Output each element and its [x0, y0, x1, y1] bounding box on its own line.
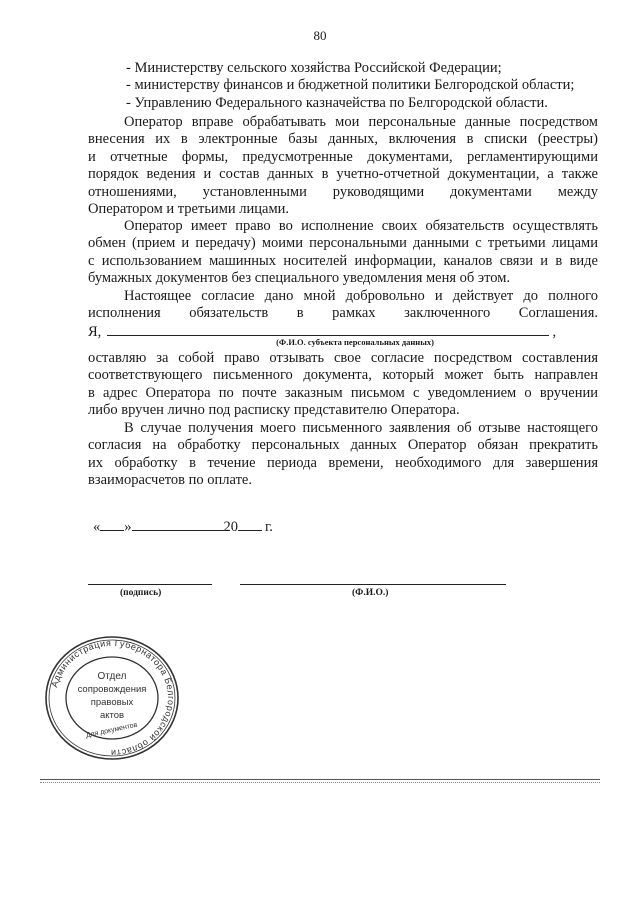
paragraph-termination — [88, 420, 598, 490]
stamp-line: сопровождения — [77, 684, 147, 695]
date-day-blank[interactable] — [100, 518, 124, 531]
page-number: 80 — [313, 28, 327, 43]
text-line: с использованием машинных носителей информации, каналов связи и в виде — [88, 252, 598, 269]
stamp-line: правовых — [90, 697, 134, 708]
list-item: - Министерству сельского хозяйства Российской Федерации; — [126, 60, 502, 76]
fio-blank[interactable] — [107, 323, 549, 336]
text-line: порядок ведения и состав данных в учетно-отчетной документации, а также — [88, 166, 598, 183]
text-line: оставляю за собой право отзывать свое согласие посредством составления — [88, 350, 598, 366]
recipient-list — [88, 60, 598, 112]
stamp-line: Отдел — [97, 671, 127, 682]
name-blank[interactable] — [240, 584, 506, 585]
signature-blank[interactable] — [88, 584, 212, 585]
text-line: взаиморасчетов по оплате. — [88, 472, 252, 489]
text-line: в адрес Оператора по почте заказным письмом с уведомлением о вручении — [88, 384, 598, 401]
fio-caption: (Ф.И.О. субъекта персональных данных) — [276, 337, 434, 347]
stamp-ring-text: Администрация Губернатора Белгородской области — [49, 637, 177, 759]
text-line: бумажных документов без специального уведомления меня об этом. — [88, 270, 511, 287]
list-item: - министерству финансов и бюджетной политики Белгородской области; — [126, 77, 575, 94]
paragraph-processing — [88, 114, 598, 218]
text-line: В случае получения моего письменного заявления об отзыве настоящего — [124, 420, 598, 436]
fio-suffix: , — [552, 324, 557, 340]
text-line: Настоящее согласие дано мной добровольно и действует до полного — [124, 288, 598, 304]
text-line: и отчетные формы, предусмотренные документами, регламентирующими — [88, 148, 598, 165]
text-line: Оператор вправе обрабатывать мои персональные данные посредством — [124, 114, 598, 130]
date-year-blank[interactable] — [238, 518, 262, 531]
text-line: Оператором и третьими лицами. — [88, 201, 290, 218]
text-line: либо вручен лично под расписку представителю Оператора. — [88, 402, 460, 419]
text-line: их обработку в течение периода времени, необходимого для завершения — [88, 454, 598, 471]
text-line: отношениями, установленными руководящими документами между — [88, 183, 598, 200]
date-open-quote: « — [93, 519, 101, 535]
paragraph-revoke — [88, 350, 598, 420]
date-year-prefix: 20 — [223, 519, 238, 535]
date-year-suffix: г. — [265, 519, 273, 535]
date-month-blank[interactable] — [132, 518, 224, 531]
list-item: - Управлению Федерального казначейства по Белгородской области. — [126, 94, 548, 111]
official-stamp — [42, 634, 182, 762]
stamp-graphic — [42, 634, 182, 762]
signature-caption: (подпись) — [120, 588, 162, 598]
text-line: Оператор имеет право во исполнение своих обязательств осуществлять — [124, 218, 598, 234]
text-line: соответствующего письменного документа, который может быть направлен — [88, 367, 598, 384]
name-caption: (Ф.И.О.) — [352, 588, 389, 598]
paragraph-exchange — [88, 218, 598, 288]
text-line: согласия на обработку персональных данных Оператор обязан прекратить — [88, 437, 598, 454]
stamp-line: актов — [99, 710, 125, 721]
stamp-bottom-text: Для документов — [85, 721, 139, 740]
text-line: исполнения обязательств в рамках заключенного Соглашения. — [88, 305, 598, 322]
date-close-quote: » — [124, 519, 132, 535]
text-line: внесения их в электронные базы данных, включения в списки (реестры) — [88, 131, 598, 148]
page-divider — [40, 779, 600, 780]
paragraph-consent — [88, 288, 598, 323]
page-divider — [40, 782, 600, 783]
date-field — [93, 518, 273, 536]
text-line: обмен (прием и передачу) моими персональными данными с третьими лицами — [88, 235, 598, 252]
fio-prefix: Я, — [88, 324, 102, 340]
